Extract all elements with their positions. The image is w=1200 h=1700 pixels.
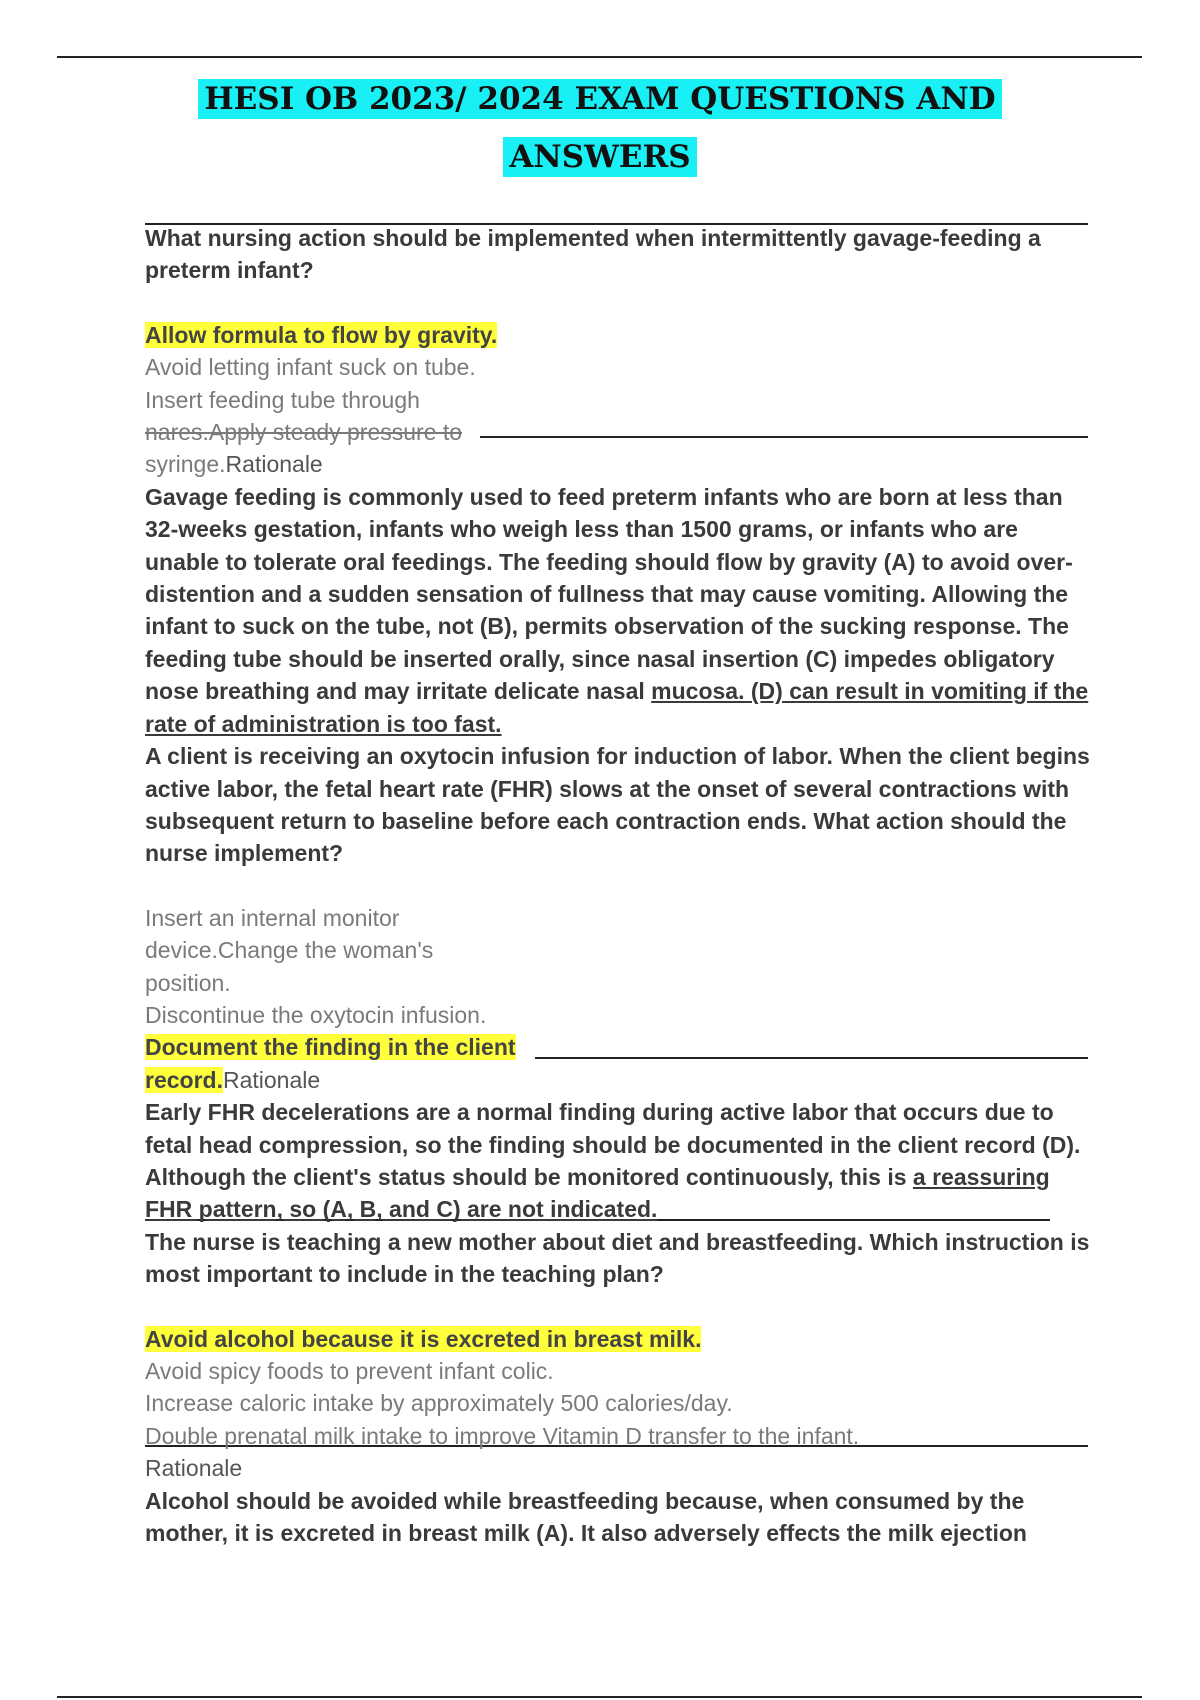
document-title-text-1: HESI OB 2023/ 2024 EXAM QUESTIONS AND bbox=[198, 79, 1001, 119]
question-3-option-c: Increase caloric intake by approximately 500 calories/day. bbox=[145, 1390, 733, 1417]
exam-content bbox=[145, 222, 1095, 1549]
question-2-text: A client is receiving an oxytocin infusion for induction of labor. When the client begins active labor, the fetal heart rate (FHR) slows at the onset of several contractions with subsequent return to baseline before each contraction ends. What action should the nurse implement? bbox=[145, 743, 1090, 867]
spacer bbox=[145, 1291, 1095, 1323]
question-3-option-b: Avoid spicy foods to prevent infant colic. bbox=[145, 1358, 554, 1384]
question-1-rationale-main: Gavage feeding is commonly used to feed preterm infants who are born at less than 32-weeks gestation, infants who weigh less than 1500 grams, or infants who are unable to tolerate oral feedings. The feeding should flow by gravity (A) to avoid over-distention and a sudden sensation of fullness that may cause vomiting. Allowing the infant to suck on the tube, not (B), permits observation of the sucking response. The feeding tube should be inserted orally, since nasal insertion (C) impedes obligatory nose breathing and may irritate delicate nasal bbox=[145, 483, 1073, 705]
question-3-rationale: Alcohol should be avoided while breastfeeding because, when consumed by the mother, it is excreted in breast milk (A). It also adversely effects the milk ejection bbox=[145, 1487, 1027, 1547]
question-2-option-b-end: position. bbox=[145, 969, 231, 996]
question-1-text: What nursing action should be implemented when intermittently gavage-feeding a preterm infant? bbox=[145, 225, 1041, 284]
question-2-rationale-label: Rationale bbox=[222, 1066, 321, 1093]
question-1-correct-answer: Allow formula to flow by gravity. bbox=[145, 321, 498, 348]
question-1-option-d: nares.Apply steady pressure to bbox=[145, 419, 463, 446]
question-1-rationale bbox=[145, 481, 1095, 740]
spacer bbox=[145, 870, 1095, 902]
question-2-option-b: device.Change the woman's bbox=[145, 937, 434, 964]
question-2-correct-answer-end: record. bbox=[145, 1066, 223, 1093]
question-1-rationale-label: Rationale bbox=[225, 451, 323, 478]
bottom-page-rule bbox=[57, 1696, 1142, 1698]
document-title-line-1 bbox=[0, 80, 1200, 118]
question-3-rationale-label: Rationale bbox=[145, 1455, 243, 1482]
question-2-option-c: Discontinue the oxytocin infusion. bbox=[145, 1001, 487, 1028]
document-title-text-2: ANSWERS bbox=[503, 137, 696, 177]
question-3-text: The nurse is teaching a new mother about diet and breastfeeding. Which instruction is most important to include in the teaching plan? bbox=[145, 1228, 1090, 1288]
question-1-option-d-end: syringe. bbox=[145, 451, 226, 478]
question-1-option-b: Avoid letting infant suck on tube. bbox=[145, 354, 476, 381]
question-2-rationale bbox=[145, 1096, 1095, 1226]
top-page-rule bbox=[57, 56, 1142, 58]
spacer bbox=[145, 287, 1095, 319]
document-title-line-2 bbox=[0, 138, 1200, 176]
question-2-option-a: Insert an internal monitor bbox=[145, 904, 400, 931]
question-1-rationale-end: mucosa. (D) can result in vomiting if the rate of administration is too fast. bbox=[145, 678, 1089, 737]
question-2-correct-answer: Document the finding in the client bbox=[145, 1034, 516, 1061]
question-1-option-c: Insert feeding tube through bbox=[145, 386, 420, 413]
question-2-rationale-end: a reassuring FHR pattern, so (A, B, and C) are not indicated. bbox=[145, 1163, 1050, 1223]
question-3-option-d: Double prenatal milk intake to improve Vitamin D transfer to the infant. bbox=[145, 1422, 860, 1449]
question-3-correct-answer: Avoid alcohol because it is excreted in breast milk. bbox=[145, 1325, 702, 1352]
question-2-rationale-main: Early FHR decelerations are a normal finding during active labor that occurs due to fetal head compression, so the finding should be documented in the client record (D). Although the client's status should be monitored continuously, this is bbox=[145, 1099, 1081, 1190]
